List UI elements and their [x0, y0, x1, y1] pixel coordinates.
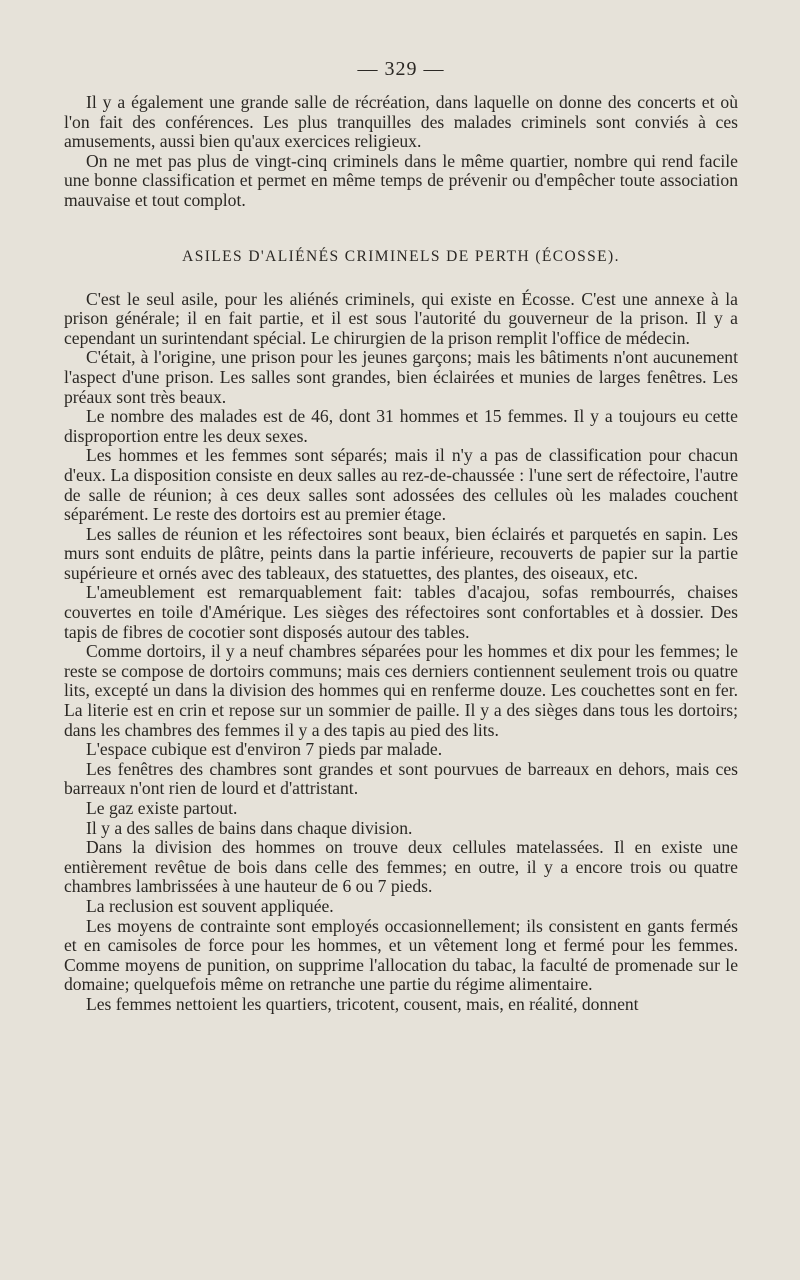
paragraph: Le nombre des malades est de 46, dont 31 hommes et 15 femmes. Il y a toujours eu cette disproportion entre les deux sexes.: [64, 406, 738, 446]
section-heading: ASILES D'ALIÉNÉS CRIMINELS DE PERTH (ÉCOSSE).: [182, 247, 620, 265]
paragraph: Le gaz existe partout.: [86, 798, 238, 818]
paragraph: L'espace cubique est d'environ 7 pieds par malade.: [86, 739, 443, 760]
page-number: — 329 —: [357, 58, 445, 80]
paragraph: Les fenêtres des chambres sont grandes et sont pourvues de barreaux en dehors, mais ces barreaux n'ont rien de lourd et d'attristant.: [64, 758, 738, 799]
paragraph: Les moyens de contrainte sont employés occasionnellement; ils consistent en gants fermés et en camisoles de force pour les hommes, et un vêtement long et fermé pour les femmes. Comme moyens de punition, on supprime l'allocation du tabac, la faculté de promenade sur le domaine; quelquefois même on retranche une partie du régime alimentaire.: [64, 915, 738, 995]
paragraph: C'était, à l'origine, une prison pour les jeunes garçons; mais les bâtiments n'ont aucunement l'aspect d'une prison. Les salles sont grandes, bien éclairées et munies de larges fenêtres. Les préaux sont très beaux.: [64, 347, 738, 407]
intro-text: [64, 93, 738, 211]
section-text: [64, 290, 738, 1015]
paragraph: Les salles de réunion et les réfectoires sont beaux, bien éclairés et parquetés en sapin. Les murs sont enduits de plâtre, peints dans la partie inférieure, recouverts de papier sur la partie supérieure et ornés avec des tableaux, des statuettes, des plantes, des oiseaux, etc.: [64, 523, 738, 583]
paragraph: L'ameublement est remarquablement fait: tables d'acajou, sofas rembourrés, chaises couvertes en toile d'Amérique. Les sièges des réfectoires sont confortables et à dossier. Des tapis de fibres de cocotier sont disposés autour des tables.: [64, 582, 738, 642]
paragraph: Les hommes et les femmes sont séparés; mais il n'y a pas de classification pour chacun d'eux. La disposition consiste en deux salles au rez-de-chaussée : l'une sert de réfectoire, l'autre de salle de réunion; à ces deux salles sont adossées des cellules où les malades couchent séparément. Le reste des dortoirs est au premier étage.: [64, 445, 738, 525]
paragraph: Dans la division des hommes on trouve deux cellules matelassées. Il en existe une entièrement revêtue de bois dans celle des femmes; en outre, il y a encore trois ou quatre chambres lambrissées à une hauteur de 6 ou 7 pieds.: [64, 837, 738, 897]
paragraph: Il y a des salles de bains dans chaque division.: [86, 817, 413, 838]
paragraph: C'est le seul asile, pour les aliénés criminels, qui existe en Écosse. C'est une annexe à la prison générale; il en fait partie, et il est sous l'autorité du gouverneur de la prison. Il y a cependant un surintendant spécial. Le chirurgien de la prison remplit l'office de médecin.: [64, 288, 738, 348]
paragraph: La reclusion est souvent appliquée.: [86, 895, 334, 916]
paragraph: On ne met pas plus de vingt-cinq criminels dans le même quartier, nombre qui rend facile une bonne classification et permet en même temps de prévenir ou d'empêcher toute association mauvaise et tout complot.: [64, 150, 738, 210]
paragraph: Comme dortoirs, il y a neuf chambres séparées pour les hommes et dix pour les femmes; le reste se compose de dortoirs communs; mais ces derniers contiennent seulement trois ou quatre lits, excepté un dans la division des hommes qui en renferme douze. Les couchettes sont en fer. La literie est en crin et repose sur un sommier de paille. Il y a des sièges dans tous les dortoirs; dans les chambres des femmes il y a des tapis au pied des lits.: [64, 641, 738, 740]
paragraph: Les femmes nettoient les quartiers, tricotent, cousent, mais, en réalité, donnent: [86, 993, 639, 1014]
paragraph: Il y a également une grande salle de récréation, dans laquelle on donne des concerts et où l'on fait des conférences. Les plus tranquilles des malades criminels sont conviés à ces amusements, aussi bien qu'aux exercices religieux.: [64, 92, 738, 152]
